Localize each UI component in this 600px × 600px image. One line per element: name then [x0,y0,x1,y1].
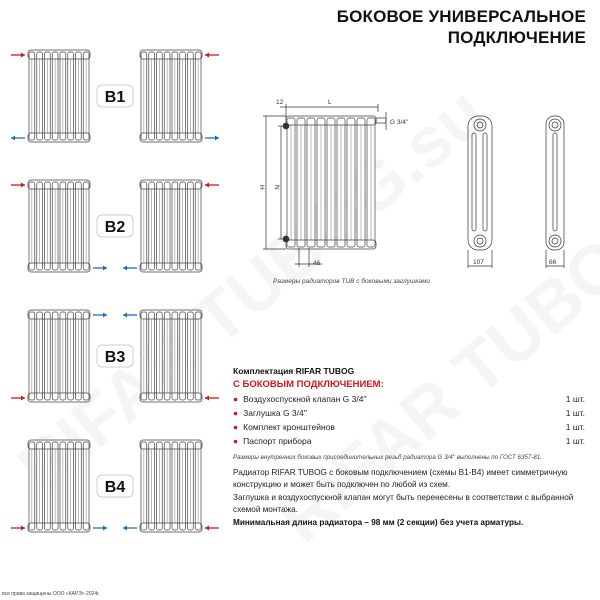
kit-item [233,394,585,404]
copyright: все права защищены ООО «КАРЭ» 2024г. [2,591,100,597]
return-arrow-icon [205,136,219,141]
radiator-icon [28,50,90,142]
radiator-icon [140,310,202,402]
dim-depth-107-label: 107 [473,259,484,266]
scheme-b2 [11,180,219,272]
scheme-label: B2 [104,219,126,236]
title-line-2: ПОДКЛЮЧЕНИЕ [447,28,586,47]
description-p1: Радиатор RIFAR TUBOG с боковым подключением (схемы В1-В4) имеет симметричную конструкцию и может быть подключен по любой из схем. [233,468,568,490]
description-p3 [233,517,583,529]
bullet-icon: ● [233,394,239,404]
radiator-icon [140,440,202,532]
radiator-icon [140,180,202,272]
kit-list [233,394,585,446]
page-title [337,6,586,48]
description-p2: Заглушка и воздухоспускной клапан могут быть перенесены в соответствии с выбранной схемой монтажа. [233,492,574,515]
radiator-icon [28,310,90,402]
kit-section [233,366,585,461]
kit-item-name: Паспорт прибора [243,436,312,446]
dim-length-label: L [328,99,332,106]
dim-section-label: 46 [313,260,321,267]
supply-arrow-icon [11,526,25,531]
radiator-icon [28,180,90,272]
kit-item-name: Воздухоспускной клапан G 3/4'' [243,394,367,404]
scheme-b4 [11,440,219,532]
bullet-icon: ● [233,436,239,446]
dimension-drawing [250,90,600,280]
radiator-icon [140,50,202,142]
return-arrow-icon [93,266,107,271]
connection-schemes [0,0,232,560]
bullet-icon: ● [233,408,239,418]
supply-arrow-icon [11,53,25,58]
dim-depth-66-label: 66 [549,259,557,266]
dim-axis-label: N [273,185,280,190]
kit-subheading: С БОКОВЫМ ПОДКЛЮЧЕНИЕМ: [233,379,384,390]
supply-arrow-icon [205,53,219,58]
dim-offset-label: 12 [276,99,284,106]
kit-item-qty: 1 шт. [565,394,585,404]
min-length-note: Минимальная длина радиатора – 98 мм (2 секции) без учета арматуры. [233,517,524,527]
kit-item-name-wrap [233,436,311,446]
kit-item-qty: 1 шт. [565,422,585,432]
title-line-1: БОКОВОЕ УНИВЕРСАЛЬНОЕ [336,7,586,26]
radiator-icon [28,440,90,532]
return-arrow-icon [123,313,137,318]
return-arrow-icon [93,526,107,531]
supply-arrow-icon [11,396,25,401]
dim-height-label: H [258,185,265,190]
thread-label: G 3/4'' [390,119,409,126]
scheme-label: B4 [104,479,126,496]
scheme-label: B1 [104,89,126,106]
kit-item-qty: 1 шт. [565,436,585,446]
kit-item [233,422,585,432]
return-arrow-icon [123,526,137,531]
radiator-front-view [283,116,376,249]
return-arrow-icon [93,313,107,318]
return-arrow-icon [123,266,137,271]
kit-item [233,408,585,418]
supply-arrow-icon [205,526,219,531]
kit-item [233,436,585,446]
supply-arrow-icon [205,183,219,188]
return-arrow-icon [11,136,25,141]
kit-item-qty: 1 шт. [565,408,585,418]
scheme-label: B3 [104,349,126,366]
kit-item-name-wrap [233,394,367,404]
drawing-caption: Размеры радиаторов TUB с боковыми заглушками [273,278,431,285]
scheme-b3 [11,310,219,402]
description [233,467,583,529]
kit-item-name-wrap [233,422,335,432]
supply-arrow-icon [205,396,219,401]
supply-arrow-icon [11,183,25,188]
kit-item-name: Комплект кронштейнов [243,422,335,432]
scheme-b1 [11,50,219,142]
bullet-icon: ● [233,422,239,432]
kit-item-name-wrap [233,408,307,418]
kit-note: Размеры внутренних боковых присоединительных резьб радиатора G 3/4'' выполнены по ГОСТ 6357-81. [233,454,542,461]
kit-heading: Комплектация RIFAR TUBOG [233,366,355,376]
kit-item-name: Заглушка G 3/4'' [243,408,307,418]
